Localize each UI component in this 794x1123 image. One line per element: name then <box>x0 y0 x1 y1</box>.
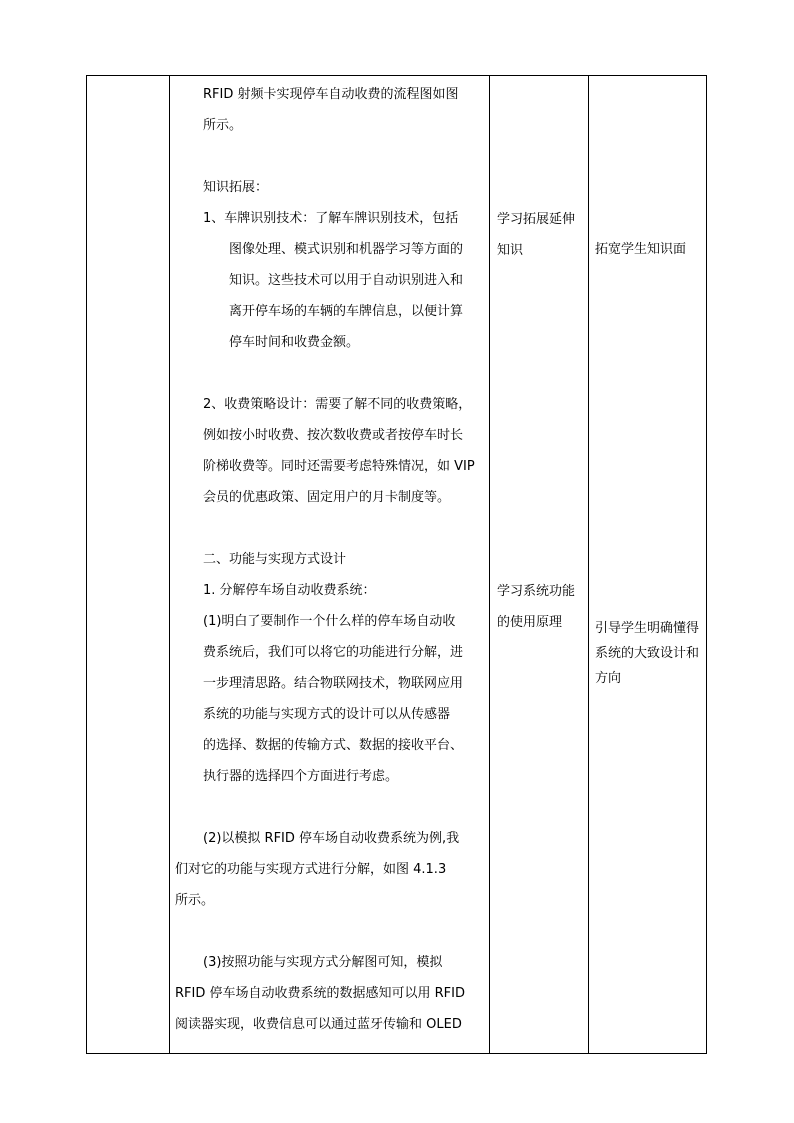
content-line: RFID 停车场自动收费系统的数据感知可以用 RFID <box>175 986 465 1001</box>
content-line: 1、车牌识别技术：了解车牌识别技术，包括 <box>203 211 459 226</box>
content-line: 会员的优惠政策、固定用户的月卡制度等。 <box>203 490 451 505</box>
section-heading: 知识拓展： <box>203 180 269 195</box>
section-heading: 二、功能与实现方式设计 <box>203 552 347 567</box>
content-line: 阅读器实现，收费信息可以通过蓝牙传输和 OLED <box>175 1017 462 1032</box>
content-line: 们对它的功能与实现方式进行分解，如图 4.1.3 <box>175 862 447 877</box>
content-line: 图像处理、模式识别和机器学习等方面的 <box>229 242 464 257</box>
content-line: 例如按小时收费、按次数收费或者按停车时长 <box>203 428 464 443</box>
content-line: 离开停车场的车辆的车牌信息，以便计算 <box>229 304 464 319</box>
content-line: 知识。这些技术可以用于自动识别进入和 <box>229 273 464 288</box>
content-line: 阶梯收费等。同时还需要考虑特殊情况，如 VIP <box>203 459 475 474</box>
design-intent-1: 拓宽学生知识面 <box>595 242 687 257</box>
content-line: 2、收费策略设计：需要了解不同的收费策略， <box>203 397 472 412</box>
column-divider <box>588 76 589 1053</box>
content-line: (2)以模拟 RFID 停车场自动收费系统为例,我 <box>203 831 460 846</box>
content-line: (1)明白了要制作一个什么样的停车场自动收 <box>203 614 456 629</box>
student-activity-1: 学习拓展延伸知识 <box>497 212 576 258</box>
content-line: 所示。 <box>203 118 243 133</box>
content-line: 费系统后，我们可以将它的功能进行分解，进 <box>203 645 464 660</box>
content-line: 所示。 <box>175 893 215 908</box>
content-line: 1. 分解停车场自动收费系统： <box>203 583 376 598</box>
content-line: 系统的功能与实现方式的设计可以从传感器 <box>203 707 451 722</box>
design-intent-2: 引导学生明确懂得系统的大致设计和方向 <box>595 621 700 686</box>
content-line: (3)按照功能与实现方式分解图可知，模拟 <box>203 955 443 970</box>
content-line: RFID 射频卡实现停车自动收费的流程图如图 <box>203 87 459 102</box>
content-line: 执行器的选择四个方面进行考虑。 <box>203 769 399 784</box>
content-line: 停车时间和收费金额。 <box>229 335 360 350</box>
student-activity-2: 学习系统功能的使用原理 <box>497 584 576 630</box>
lesson-plan-table <box>86 75 707 1054</box>
content-line: 的选择、数据的传输方式、数据的接收平台、 <box>203 738 464 753</box>
content-line: 一步理清思路。结合物联网技术，物联网应用 <box>203 676 464 691</box>
column-divider <box>169 76 170 1053</box>
column-divider <box>489 76 490 1053</box>
